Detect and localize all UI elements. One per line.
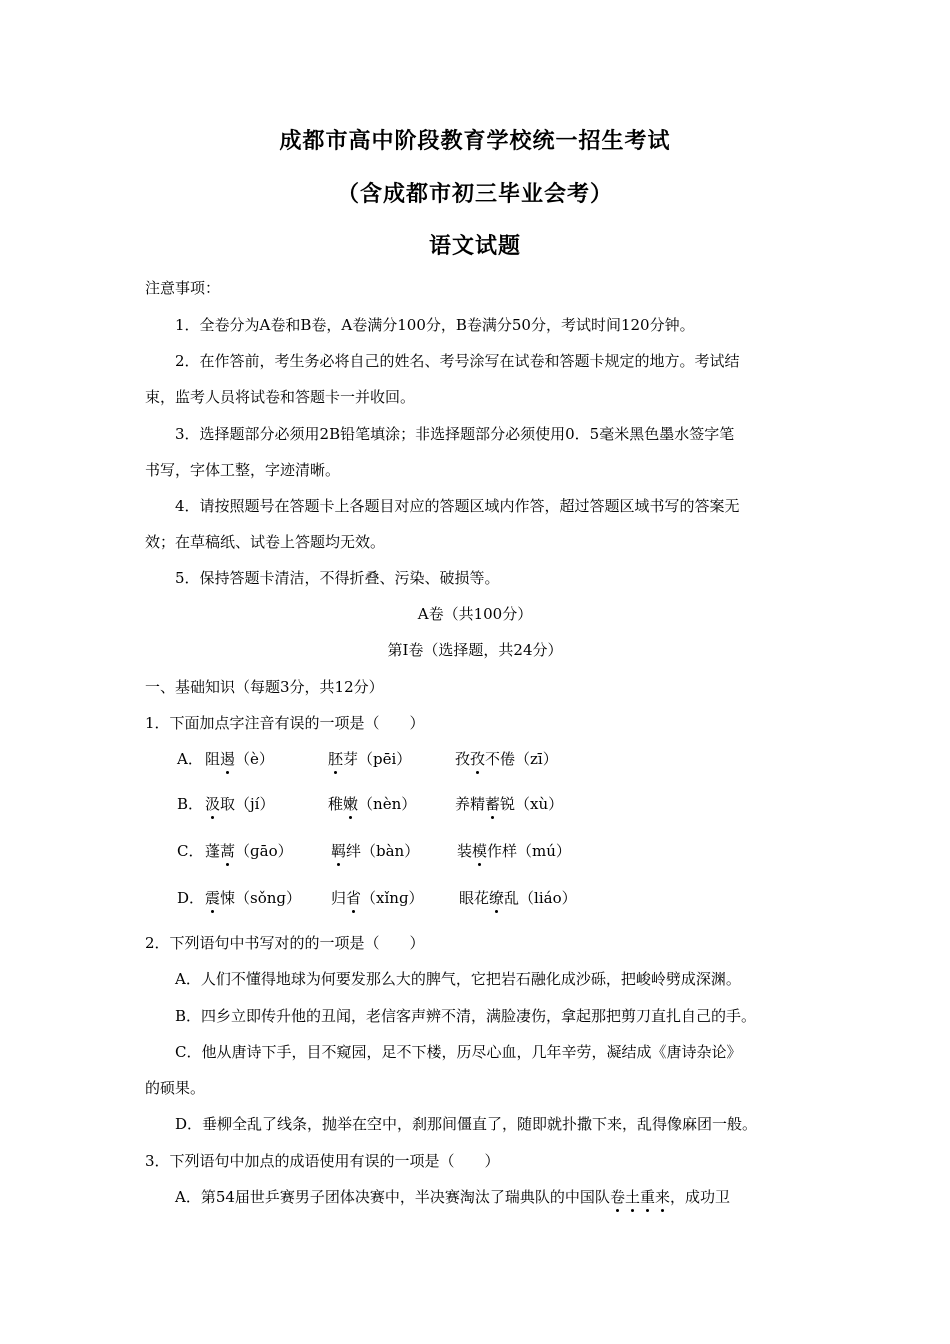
- text-run: 归: [331, 889, 347, 907]
- text-run: （ɡāo）: [235, 842, 293, 860]
- notice-item: 效；在草稿纸、试卷上答题均无效。: [145, 533, 386, 551]
- dotted-char: 土: [624, 1188, 640, 1206]
- notice-item: 5．保持答题卡清洁，不得折叠、污染、破损等。: [175, 569, 500, 587]
- text-run: ，成功卫: [670, 1188, 731, 1206]
- dotted-char: 蒿: [220, 842, 236, 860]
- option-item: [205, 888, 301, 908]
- text-run: 作样（mú）: [487, 842, 571, 860]
- text-run: 蓬: [205, 842, 221, 860]
- option-label: C．: [177, 842, 204, 860]
- text-run: （xǐnɡ）: [361, 889, 424, 907]
- notice-item: 3．选择题部分必须用2B铅笔填涂；非选择题部分必须使用0．5毫米黑色墨水签字笔: [175, 425, 735, 443]
- text-run: 取（jí）: [220, 795, 275, 813]
- dotted-char: 蓄: [485, 795, 501, 813]
- text-run: 悚（sǒnɡ）: [220, 889, 302, 907]
- text-run: 芽（pēi）: [343, 750, 412, 768]
- text-run: 眼花: [459, 889, 490, 907]
- option-item: [459, 888, 577, 908]
- dotted-idiom: [610, 1188, 670, 1206]
- option-line: [175, 1187, 730, 1207]
- question-stem: 2．下列语句中书写对的的一项是（ ）: [145, 934, 425, 952]
- option-item: [457, 841, 571, 861]
- question-stem: 1．下面加点字注音有误的一项是（ ）: [145, 714, 425, 732]
- text-run: 不倦（zī）: [485, 750, 558, 768]
- text-run: 绊（bàn）: [346, 842, 420, 860]
- notice-item: 书写，字体工整，字迹清晰。: [145, 461, 341, 479]
- section-heading: 一、基础知识（每题3分，共12分）: [145, 678, 384, 696]
- notice-item: 1．全卷分为A卷和B卷，A卷满分100分，B卷满分50分，考试时间120分钟。: [175, 316, 695, 334]
- option-item: [455, 794, 563, 814]
- exam-title: 成都市高中阶段教育学校统一招生考试: [279, 129, 671, 154]
- option-label: A．: [177, 750, 203, 768]
- text-run: 养精: [455, 795, 486, 813]
- dotted-char: 重: [639, 1188, 655, 1206]
- option-item: [205, 794, 274, 814]
- text-run: 孜: [455, 750, 471, 768]
- dotted-char: 胚: [328, 750, 344, 768]
- text-run: A．第54届世乒赛男子团体决赛中，半决赛淘汰了瑞典队的中国队: [175, 1188, 610, 1206]
- text-run: （nèn）: [358, 795, 417, 813]
- option-item: [205, 841, 293, 861]
- exam-subtitle: （含成都市初三毕业会考）: [336, 182, 613, 207]
- option-item: [328, 794, 416, 814]
- dotted-char: 汲: [205, 795, 221, 813]
- volume-heading: A卷（共100分）: [417, 605, 533, 623]
- option-line: B．四乡立即传升他的丑闻，老信客声辨不清，满脸凄伤，拿起那把剪刀直扎自己的手。: [175, 1007, 757, 1025]
- option-item: [455, 749, 558, 769]
- dotted-char: 卷: [609, 1188, 625, 1206]
- subject-title: 语文试题: [428, 234, 521, 259]
- dotted-char: 孜: [470, 750, 486, 768]
- dotted-char: 遏: [220, 750, 236, 768]
- dotted-char: 羁: [331, 842, 347, 860]
- option-item: [328, 749, 411, 769]
- dotted-char: 震: [205, 889, 221, 907]
- dotted-char: 模: [472, 842, 488, 860]
- text-run: 阻: [205, 750, 221, 768]
- option-line: C．他从唐诗下手，目不窥园，足不下楼，历尽心血，几年辛劳，凝结成《唐诗杂论》: [175, 1043, 742, 1061]
- text-run: 锐（xù）: [500, 795, 564, 813]
- option-line: D．垂柳全乱了线条，抛举在空中，刹那间僵直了，随即就扑撒下来，乱得像麻团一般。: [175, 1115, 758, 1133]
- notice-item: 4．请按照题号在答题卡上各题目对应的答题区域内作答，超过答题区域书写的答案无: [175, 497, 740, 515]
- dotted-char: 省: [346, 889, 362, 907]
- text-run: （è）: [235, 750, 274, 768]
- notice-heading: 注意事项：: [145, 279, 221, 297]
- notice-item: 束，监考人员将试卷和答题卡一并收回。: [145, 388, 416, 406]
- dotted-char: 嫩: [343, 795, 359, 813]
- notice-item: 2．在作答前，考生务必将自己的姓名、考号涂写在试卷和答题卡规定的地方。考试结: [175, 352, 740, 370]
- text-run: 乱（liáo）: [504, 889, 577, 907]
- text-run: 装: [457, 842, 473, 860]
- option-line: A．人们不懂得地球为何要发那么大的脾气，它把岩石融化成沙砾，把峻岭劈成深渊。: [175, 970, 741, 988]
- question-stem: 3．下列语句中加点的成语使用有误的一项是（ ）: [145, 1152, 500, 1170]
- option-label: B．: [177, 795, 204, 813]
- option-line: 的硕果。: [145, 1079, 206, 1097]
- option-label: D．: [177, 889, 205, 907]
- option-item: [205, 749, 274, 769]
- part-heading: 第Ⅰ卷（选择题，共24分）: [387, 641, 563, 659]
- text-run: 稚: [328, 795, 344, 813]
- dotted-char: 来: [654, 1188, 670, 1206]
- option-item: [331, 888, 424, 908]
- option-item: [331, 841, 419, 861]
- dotted-char: 缭: [489, 889, 505, 907]
